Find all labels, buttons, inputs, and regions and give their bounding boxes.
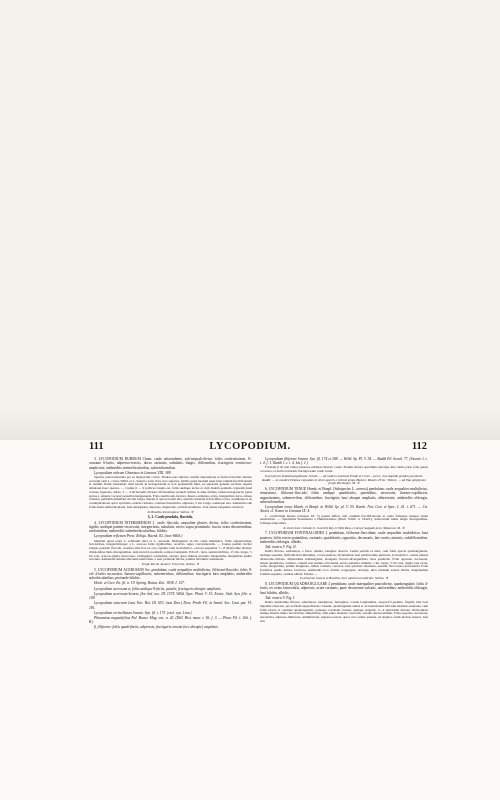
document-page [0,440,500,800]
reference-line: Tab. nostra V. Fig. II. [265,545,297,550]
species-entry: 8. LYCOPODIUM QUADRANGULARE ‡ pendulum; caule inaequaliter paucidiviso, quadrangulari; foliis 4-fariis, ex ovato lanceolatis, adpressis, acute carinatis, parte decurrente sulcatis, uniformibus; antheridiis oblongis, basi bilobis, albidis. [260,582,428,595]
locality-line: In arborum truncis in Brasilia, loco natali non indicato: Sellow. ♃ [299,576,389,581]
locality-line: In provincia Sebastianopolitana: Schott; — ad radices montium Prade et Corco - secco, cum Aspidio pendulo permixto: Raddi; — in caudice Palmae cujusdam in silvis apertis, crebrois prope Blanco: Maxim. Princ. Videns; — ad Epa epiphytum prope Rio Negro: M. ♃ [262,473,426,486]
section-heading: §. 2. Caule pendulo, flaccido. [147,515,194,520]
species-entry: 5. LYCOPODIUM ACEROSUM Sw. pendulum; caule aequaliter multidiviso, filiformi-flaccido; foliis 8- vel 4-fariis incurvatis, linearo-capillaceis, subenervibus, difformibus; fructigeris basi ampliatis; antheridiis suborbicularibus, profunde bilobis. [89,567,252,581]
reference-line: Tab. nostra V. Fig. I. [265,595,296,600]
reference-line: Lycopodium reflexum Prest. Reliqu. Haenk. 82. (non Willd.) [94,534,183,539]
description-paragraph: Species praecrassissima per se dignoscitur colore. Plantae pars inferior, sterilis dispositione et forma foliorum omnino convenit cum L. crasso Willd. et L. Saururo Lam. Pars vero superior, fertilis quasi modum tenet inter ramum fructificantem et ramum. Rami transsulati rami teretis in hexagonicum et non pedetentim fiunt, pe separatis genesis sectione repenti debuisset haec species. — Caules 6 — 9 pollices longus est, foliis undique tectus et cum iisdem penitum cygneam haud crassus, ligneous, durus, 3 — 4 dichotomis divisus: divisionibus secundi ordinis in aliae fertiles, exiuie hexagonicus (quas spicas s. amenta vocares) sensim transiguranda. Folia sterilia sub-incurva, linearo-subulata, acuta, integerrima dorso obtuse carinata, pallidem dimidiam circiter longa, lineam et quod excedit lata, surrum obesunla in fructifera ovata, acuminata et ex conduplicatione apice spiculata, exiude carinata, contiuse hexasticha, adpressa, 2 lin. longa, eadenque lata. Antheridia sub foliis latent semiorbicularia, basi emarginata, depresso, majuscula, sordide straminea. Tota planta sanguineo-rubeicra. [89,474,252,509]
reference-line: Lycopodium tenue Humb. et Bonpl. in Willd. Sp. pl. V. 55. Kunth. Nov. Gen. et Spec. I. 41. t. 671. — Ctr. Annot. cl. Kunze in Linnaea IX. 4. [260,505,428,514]
description-paragraph: Radix fibrosa, subramosa, e fusco rubella, lanugine obtecta. Caulis pedalis et ultra, cum foliis specie quadrangularis, undique aequalis, filiformi-flaccidissimus, e basi punicea; divisionibus basi palchrerrime puniceas, in modum L. tenuis pluries dichotomo-divisus, divisionibus subfastigiatis, elongatis, furcato-divergentibus, mox parallelis. Folia opposita, decussata, itaque quadrifaria, conferta, caulem non penitus obvolantia, erecto-patentia, minima, 1 lin. longa, ½ lin. lata, rigida, late ovata, acuta, integerrima, pallide marginata, subtus carinata, convexa, basi quadrato attenuata, sessilia, flava unica decurrentia. Folia fructifera paullo latiora, breviora. Antheridia loco fertilia congregata, oblonga, ultra medium exeute biloba, magnitudine follium aequalia, candide albida. Fabina—. [260,549,428,576]
reference-line: β. filiforme: foliis quadrifariis, adpressis, fructigeris sensim (nec abrupte) ampliatis. [94,625,219,630]
reference-line: Planantius angustifolius Pal. Beauv. Mag. enc. n. 20. (Dill. Hist. musc. t. 56. f. 3. — Plum. Fil. t. 166. f. B.) [89,615,252,625]
right-text-column [260,457,428,624]
reference-line: Lycopodium rubrum Chamisso in Linnaea VIII. 389. [94,470,172,475]
description-paragraph: Medium quasi tenet L. reflexum inter et L. aerosum. Distinguitur ab illo caule multiplice, foliis angustioribus, brevioribus, integerrimisque; a L. acerosa foliis rigidioribus, recurvis, supra convexiusculis. — Caules pedem circiter longus, penduli, flaccidi, crassiter eilis fere ex orto, rigidus; nam in modum L. acerosi aequaliter 7—8 dichotomie divisus: divisionibus binis divergentibus, dein incurvis parallelis, remote fastigiatis. Folia 8 - faria, semiverticillata, 1½ lin. longa, ½ lin. lata, acerosa-rigida, mucronato cartilagineo acutissima, exerpto apice minute serrulato integerrima, marginibus paullo revoluta. Antheridia subseborbiculari-reniformia, e basi profunde biloba, pallens flavidum continentia. [89,538,253,562]
species-entry: 7. LYCOPODIUM FONTINALOIDES ‡ pendulum, filiforme-flaccidum; caule aequaliter multidiviso, basi punicea; foliis erecto-patentibus, carinatis, quadrifariis, oppositis, decussatis, late ovatis, minutis, subdifformibus; antheridiis oblongis, albidis. [260,531,428,544]
description-paragraph: Radix densissime fibrosa, subramosa, lanuginosa, ferruginea. Caulis longissimus, sesqui-2½-pedalis, fragilis, ima basi impedite enascens, per se filum supereficiens crassum, quadrangulari-alatus et ob insertionem foliorum undulato-dentatus, cum foliis exacte et continue quadrangularis, penuans corvinam crassus, undique aequalis, 3—4 alternatim divisus: divisionibus nempe alternis multo brevioribus, simplicibus, aliis eamo maxime coarctatis, sursum decrescentibus. Folia opposita, decussata, tetrasticha, adpresso-imbricata, subimbricata, adpresso-erecta, apice vero soluto patente, ad angulos caulis incisuo inserta, basi non [260,600,428,623]
description-paragraph: Formam β sil nisi ramos juniores exhibere liberior crede. Etenim mostra specimina plerique ima caulis parte folia genus octostica, et forma foliorum fructigerorum valde variat. [260,465,428,474]
right-page-number: 112 [411,441,427,452]
running-title: LYCOPODIUM. [209,441,291,452]
locality-line: In Brasilia intratropica: Sellow. ♃ [147,509,194,514]
reference-line: Lycopodium filiforme Swartz. Syn. fil. 174 et 398. — Willd. Sp. Pl. V. 54. — Raddi Fil. brasil. 77. (Swartz. l. c. t. 4. f. 3. Raddi l. c. t. 4. bis f. 1.) [260,457,428,466]
reference-line: Lycopodium acerosum Swartz. flor. Ind. occ. III. 1575. Willd. Spec. Plant. V. 53. Exsicc. Sieb. Syn. filic. n. 149. [89,591,252,601]
species-entry: 4. LYCOPODIUM INTERMEDIUM ‡ caule flaccido, aequaliter pluries diviso; foliis confertissimis, rigidis, undique patenti-recurvatis, integerrimis, subulatis, nervo supra prominulo, fructu ovata decurrentibus, uniformibus; antheridiis subseborbicularibus, bilobis. [89,520,252,534]
reference-line: Lycopodium verticillatum Swartz. Syn. fil. t. 175. (excl. syn. Linn.) [94,610,192,615]
reference-line: Lycopodium setaceum Lam. Enc. Bot. III. 653. (non Don.) Desv. Prodr. Fil. in Annal. Soc. Linn. par. VI. 181. [89,601,252,610]
description-paragraph: L. curvifolium Kunze (Linnaea IX. 5) parum differt, nisi caulium fructificationis et caule folliuque insuper etiam tenuioribus. — Specimina brasiliensia a Humboldtiano (Herb. Willd. n. 19423.), defectarum ramis magis divergentibus, foliisque majoribus. [260,513,428,526]
left-text-column [89,457,252,631]
left-page-number: 111 [89,441,104,452]
reference-line: Hook. et Grev. En. fil. n. 19. Spring. Botan. Zeit. 1838. I. 157. [94,581,185,586]
locality-line: In silvis inter civitates S. José d'el Rey et Villa Rica, et prope Salgado prov. Minarum: M. ♃ [283,525,405,530]
species-entry: 3. LYCOPODIUM RUBRUM Cham. caule adscendente, sub-nequali-diviso; foliis confertissimis, 8-, ouroano 6-fariis, adpresso-erectis, dorso carinatis, subulatis, longis, difformibus, fructigeris ventricoso-amplicatis; antheridiis semiorbicularibus, subreniformibus. [89,457,252,470]
running-header [0,441,500,455]
species-entry: 6. LYCOPODIUM TENUE Humb. et Bonpl. (Subspecies L. acerosi) pendulum; caule aequaliter multidiviso, tenuissimo, filiformi-flaccido; foliis undique quadrifariis, patentibus, incurvatis, linearo-capillaceis, angustissimis, subenervibus, difformibus; fructigeris basi abrupte ampliatis, abbreviatis; antheridiis oblongis, subreniformibus. [260,487,428,504]
locality-line: Prope Rio de Janeiro: Freyreiss, Sellow. ♃ [142,562,199,567]
reference-line: Lycopodium acerosum a; foliis undique 8-fariis, patulis; fructigeris abrupte ampliatis. [94,586,222,591]
